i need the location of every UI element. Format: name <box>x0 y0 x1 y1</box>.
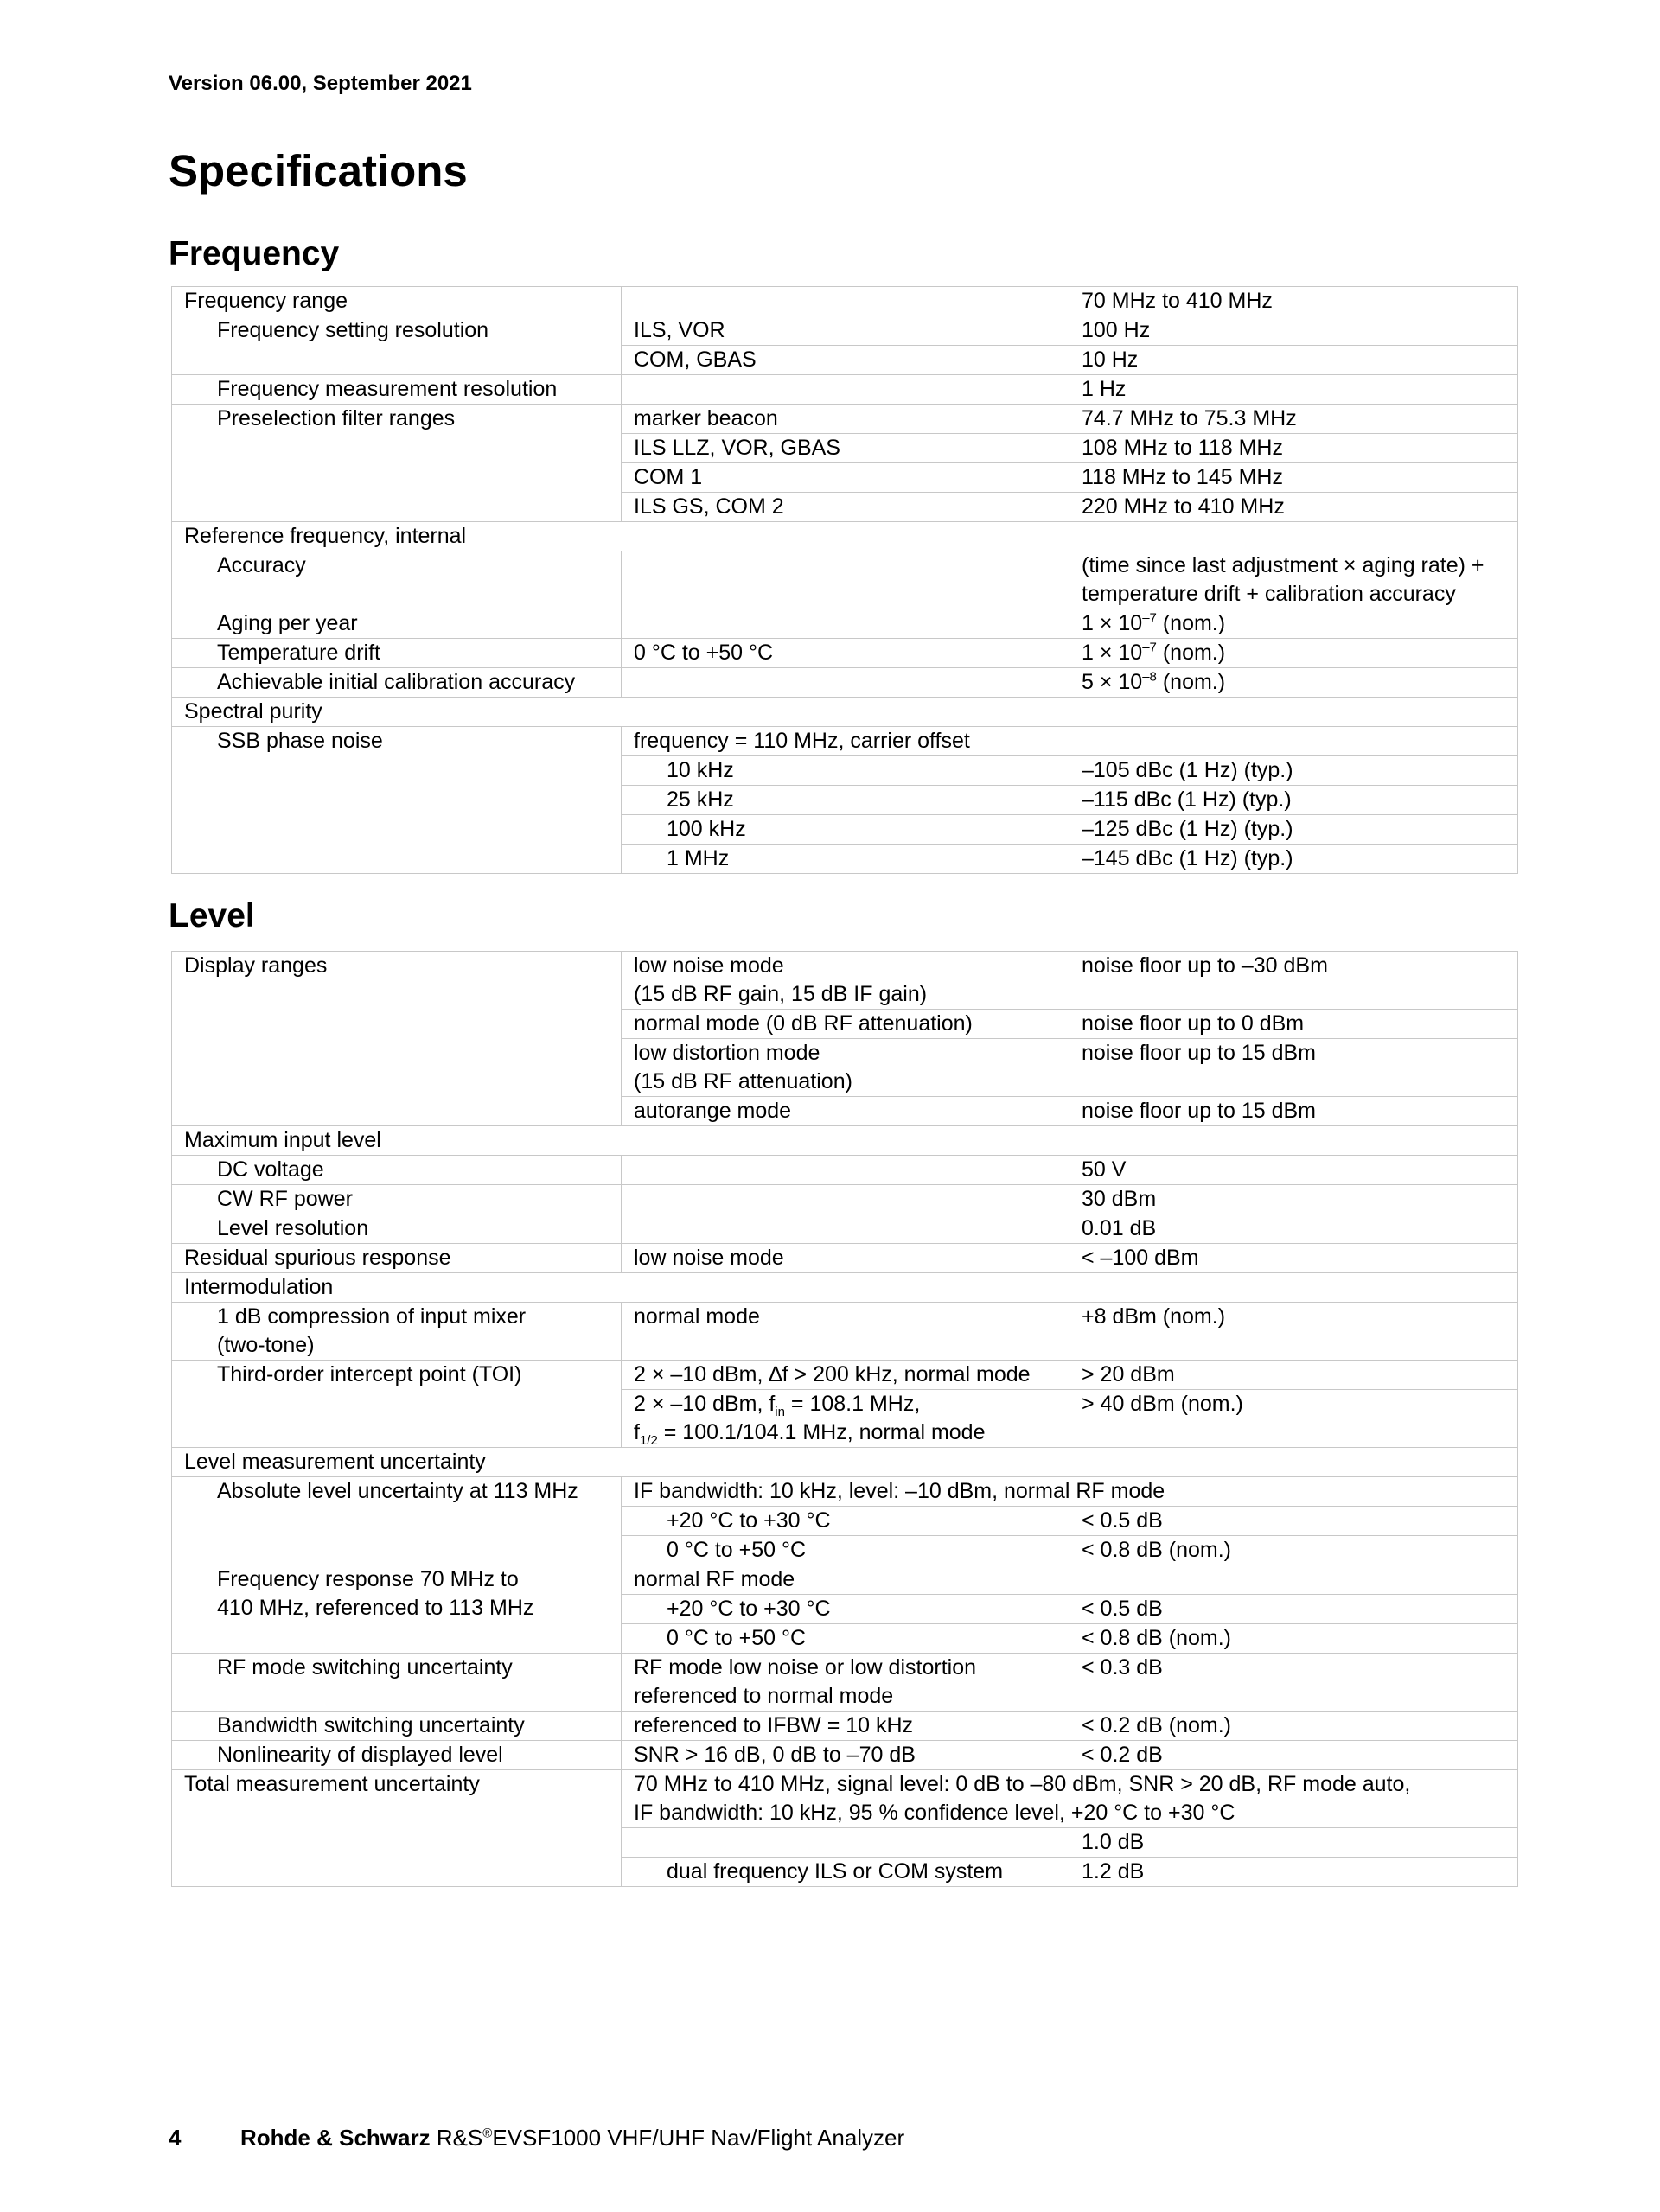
spec-condition: dual frequency ILS or COM system <box>622 1858 1069 1887</box>
table-row <box>172 1741 1518 1770</box>
spec-value: $5 \times 10^{-8}$ (nom.) <box>1069 668 1518 698</box>
spec-condition: 0 °C to +50 °C <box>622 639 1069 668</box>
spec-value: 100 Hz <box>1069 316 1518 346</box>
spec-condition: 70 MHz to 410 MHz, signal level: 0 dB to –80 dBm, SNR > 20 dB, RF mode auto, IF bandwidth: 10 kHz, 95 % confidence level, +20 °C to +30 °C <box>622 1770 1518 1828</box>
table-row <box>172 609 1518 639</box>
spec-value: 50 V <box>1069 1156 1518 1185</box>
spec-condition: 1 MHz <box>622 845 1069 874</box>
table-row <box>172 668 1518 698</box>
spec-condition: normal RF mode <box>622 1565 1518 1595</box>
spec-value: < 0.8 dB (nom.) <box>1069 1624 1518 1654</box>
table-row <box>172 1477 1518 1507</box>
spec-label: Frequency setting resolution <box>172 316 622 375</box>
table-row <box>172 1214 1518 1244</box>
spec-value: 108 MHz to 118 MHz <box>1069 434 1518 463</box>
table-row <box>172 952 1518 1010</box>
spec-value: $1 \times 10^{-7}$ (nom.) <box>1069 639 1518 668</box>
table-row <box>172 1770 1518 1828</box>
spec-group-label: Intermodulation <box>172 1273 1518 1303</box>
spec-value: > 40 dBm (nom.) <box>1069 1390 1518 1448</box>
spec-label: Aging per year <box>172 609 622 639</box>
table-row <box>172 727 1518 756</box>
product-name: R&S®EVSF1000 VHF/UHF Nav/Flight Analyzer <box>430 2125 905 2151</box>
frequency-spec-table <box>171 286 1518 874</box>
spec-condition: +20 °C to +30 °C <box>622 1595 1069 1624</box>
table-row <box>172 1712 1518 1741</box>
spec-label: Frequency range <box>172 287 622 316</box>
spec-value: < 0.8 dB (nom.) <box>1069 1536 1518 1565</box>
spec-label: Residual spurious response <box>172 1244 622 1273</box>
spec-value: –115 dBc (1 Hz) (typ.) <box>1069 786 1518 815</box>
spec-value: noise floor up to 0 dBm <box>1069 1010 1518 1039</box>
spec-value: 1 Hz <box>1069 375 1518 405</box>
spec-value: 30 dBm <box>1069 1185 1518 1214</box>
table-row <box>172 1361 1518 1390</box>
spec-label: SSB phase noise <box>172 727 622 874</box>
table-row <box>172 1156 1518 1185</box>
spec-label: Absolute level uncertainty at 113 MHz <box>172 1477 622 1565</box>
spec-condition: IF bandwidth: 10 kHz, level: –10 dBm, normal RF mode <box>622 1477 1518 1507</box>
spec-label: Temperature drift <box>172 639 622 668</box>
spec-value: < –100 dBm <box>1069 1244 1518 1273</box>
spec-value: –145 dBc (1 Hz) (typ.) <box>1069 845 1518 874</box>
spec-condition: COM, GBAS <box>622 346 1069 375</box>
spec-value: 220 MHz to 410 MHz <box>1069 493 1518 522</box>
spec-value: < 0.5 dB <box>1069 1595 1518 1624</box>
spec-condition: ILS, VOR <box>622 316 1069 346</box>
table-row <box>172 1565 1518 1595</box>
spec-value: noise floor up to 15 dBm <box>1069 1039 1518 1097</box>
page-footer <box>169 2125 904 2151</box>
spec-value: (time since last adjustment × aging rate) + temperature drift + calibration accuracy <box>1069 551 1518 609</box>
spec-condition: autorange mode <box>622 1097 1069 1126</box>
spec-condition: RF mode low noise or low distortion referenced to normal mode <box>622 1654 1069 1712</box>
section-title-level: Level <box>169 897 255 934</box>
spec-label: RF mode switching uncertainty <box>172 1654 622 1712</box>
table-row <box>172 1448 1518 1477</box>
table-row <box>172 1244 1518 1273</box>
spec-value: 1.0 dB <box>1069 1828 1518 1858</box>
spec-label: DC voltage <box>172 1156 622 1185</box>
spec-condition: 25 kHz <box>622 786 1069 815</box>
page-number: 4 <box>169 2125 182 2151</box>
version-label: Version 06.00, September 2021 <box>169 72 472 95</box>
spec-value: 1.2 dB <box>1069 1858 1518 1887</box>
spec-condition: ILS LLZ, VOR, GBAS <box>622 434 1069 463</box>
spec-condition: SNR > 16 dB, 0 dB to –70 dB <box>622 1741 1069 1770</box>
spec-condition: frequency = 110 MHz, carrier offset <box>622 727 1518 756</box>
table-row <box>172 1303 1518 1361</box>
spec-label: Accuracy <box>172 551 622 609</box>
spec-value: 10 Hz <box>1069 346 1518 375</box>
spec-label: Third-order intercept point (TOI) <box>172 1361 622 1448</box>
spec-value: < 0.3 dB <box>1069 1654 1518 1712</box>
spec-label: Achievable initial calibration accuracy <box>172 668 622 698</box>
spec-value: 118 MHz to 145 MHz <box>1069 463 1518 493</box>
table-row <box>172 698 1518 727</box>
table-row <box>172 1273 1518 1303</box>
spec-condition: normal mode <box>622 1303 1069 1361</box>
spec-group-label: Level measurement uncertainty <box>172 1448 1518 1477</box>
spec-label: Level resolution <box>172 1214 622 1244</box>
level-spec-table <box>171 951 1518 1887</box>
section-title-frequency: Frequency <box>169 235 340 272</box>
spec-group-label: Reference frequency, internal <box>172 522 1518 551</box>
spec-value: 0.01 dB <box>1069 1214 1518 1244</box>
spec-value: 74.7 MHz to 75.3 MHz <box>1069 405 1518 434</box>
spec-value: $1 \times 10^{-7}$ (nom.) <box>1069 609 1518 639</box>
spec-value: < 0.2 dB (nom.) <box>1069 1712 1518 1741</box>
spec-value: > 20 dBm <box>1069 1361 1518 1390</box>
spec-value: < 0.5 dB <box>1069 1507 1518 1536</box>
spec-value: –105 dBc (1 Hz) (typ.) <box>1069 756 1518 786</box>
page-title: Specifications <box>169 146 468 195</box>
spec-label: Total measurement uncertainty <box>172 1770 622 1887</box>
spec-condition: marker beacon <box>622 405 1069 434</box>
table-row <box>172 405 1518 434</box>
spec-condition: low distortion mode (15 dB RF attenuation) <box>622 1039 1069 1097</box>
table-row <box>172 1126 1518 1156</box>
table-row <box>172 551 1518 609</box>
spec-condition: COM 1 <box>622 463 1069 493</box>
spec-label: Display ranges <box>172 952 622 1126</box>
spec-condition: 10 kHz <box>622 756 1069 786</box>
spec-condition: ILS GS, COM 2 <box>622 493 1069 522</box>
table-row <box>172 287 1518 316</box>
spec-condition: low noise mode <box>622 1244 1069 1273</box>
spec-condition: 100 kHz <box>622 815 1069 845</box>
spec-value: +8 dBm (nom.) <box>1069 1303 1518 1361</box>
spec-condition: low noise mode (15 dB RF gain, 15 dB IF gain) <box>622 952 1069 1010</box>
spec-value: 70 MHz to 410 MHz <box>1069 287 1518 316</box>
spec-label: Nonlinearity of displayed level <box>172 1741 622 1770</box>
spec-condition: referenced to IFBW = 10 kHz <box>622 1712 1069 1741</box>
spec-condition: normal mode (0 dB RF attenuation) <box>622 1010 1069 1039</box>
spec-group-label: Maximum input level <box>172 1126 1518 1156</box>
table-row <box>172 639 1518 668</box>
spec-value: noise floor up to 15 dBm <box>1069 1097 1518 1126</box>
spec-value: –125 dBc (1 Hz) (typ.) <box>1069 815 1518 845</box>
spec-value: noise floor up to –30 dBm <box>1069 952 1518 1010</box>
spec-label: CW RF power <box>172 1185 622 1214</box>
spec-condition: 0 °C to +50 °C <box>622 1536 1069 1565</box>
spec-condition: +20 °C to +30 °C <box>622 1507 1069 1536</box>
spec-condition: 2 × –10 dBm, $f_{in} = 108.1$ MHz, $f_{1/2} = 100.1/104.1$ MHz, normal mode <box>622 1390 1069 1448</box>
spec-label: Frequency response 70 MHz to 410 MHz, referenced to 113 MHz <box>172 1565 622 1654</box>
spec-label: Frequency measurement resolution <box>172 375 622 405</box>
spec-label: 1 dB compression of input mixer (two-tone) <box>172 1303 622 1361</box>
spec-condition: 0 °C to +50 °C <box>622 1624 1069 1654</box>
table-row <box>172 522 1518 551</box>
table-row <box>172 1654 1518 1712</box>
table-row <box>172 316 1518 346</box>
spec-condition: 2 × –10 dBm, ∆f > 200 kHz, normal mode <box>622 1361 1069 1390</box>
brand-name: Rohde & Schwarz <box>240 2125 431 2151</box>
table-row <box>172 375 1518 405</box>
spec-value: < 0.2 dB <box>1069 1741 1518 1770</box>
spec-label: Preselection filter ranges <box>172 405 622 522</box>
table-row <box>172 1185 1518 1214</box>
spec-group-label: Spectral purity <box>172 698 1518 727</box>
spec-label: Bandwidth switching uncertainty <box>172 1712 622 1741</box>
